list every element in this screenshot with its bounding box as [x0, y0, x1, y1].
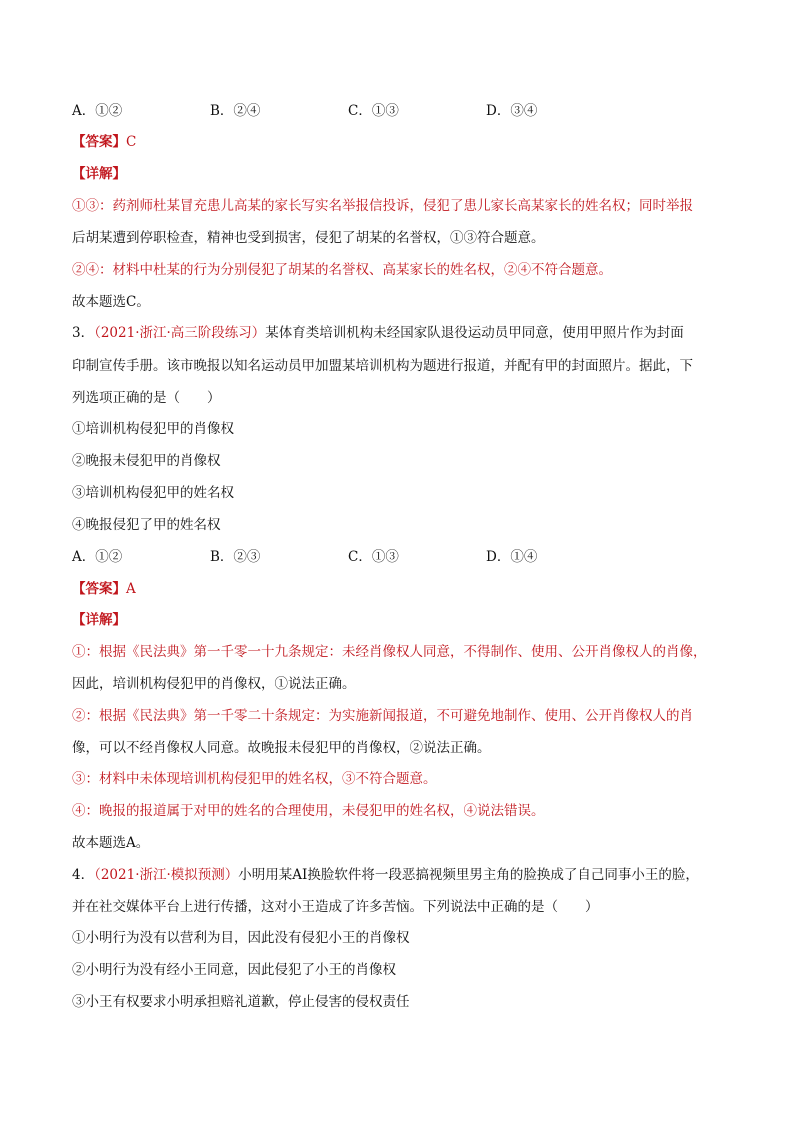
q3-detail-line: 像，可以不经肖像权人同意。故晚报未侵犯甲的肖像权，②说法正确。 — [72, 740, 491, 756]
q4-item: ②小明行为没有经小王同意，因此侵犯了小王的肖像权 — [72, 962, 396, 978]
q4-item: ③小王有权要求小明承担赔礼道歉，停止侵害的侵权责任 — [72, 994, 410, 1010]
q2-answer-label: 【答案】 — [72, 134, 126, 150]
q3-stem-line: 印制宣传手册。该市晚报以知名运动员甲加盟某培训机构为题进行报道，并配有甲的封面照片。据此，下 — [72, 358, 693, 374]
q3-detail-line: ②：根据《民法典》第一千零二十条规定：为实施新闻报道，不可避免地制作、使用、公开肖像权人的肖 — [72, 708, 693, 724]
q3-item: ③培训机构侵犯甲的姓名权 — [72, 485, 234, 501]
q2-option-b: B．②④ — [210, 103, 261, 119]
q4-number: 4． — [72, 867, 95, 883]
q3-detail-line: ①：根据《民法典》第一千零一十九条规定：未经肖像权人同意，不得制作、使用、公开肖像权人的肖像， — [72, 644, 707, 660]
q3-item: ①培训机构侵犯甲的肖像权 — [72, 421, 234, 437]
q4-stem — [72, 865, 699, 885]
q2-answer-value: C — [126, 134, 137, 150]
q2-detail-line: ①③：药剂师杜某冒充患儿高某的家长写实名举报信投诉，侵犯了患儿家长高某家长的姓名权；同时举报 — [72, 198, 693, 214]
q3-stem-line: 列选项正确的是（ ） — [72, 390, 221, 406]
q2-conclusion: 故本题选C。 — [72, 294, 150, 310]
q3-answer — [72, 579, 136, 599]
q2-detail-label: 【详解】 — [72, 166, 126, 182]
q3-stem-text: 某体育类培训机构未经国家队退役运动员甲同意，使用甲照片作为封面 — [265, 325, 684, 341]
q4-stem-line: 并在社交媒体平台上进行传播，这对小王造成了许多苦恼。下列说法中正确的是（ ） — [72, 899, 599, 915]
q3-option-c: C．①③ — [348, 549, 399, 565]
q2-detail-line: 后胡某遭到停职检查，精神也受到损害，侵犯了胡某的名誉权，①③符合题意。 — [72, 230, 545, 246]
q3-option-b: B．②③ — [210, 549, 261, 565]
q4-source: （2021·浙江·模拟预测） — [94, 867, 239, 883]
q3-conclusion: 故本题选A。 — [72, 835, 150, 851]
q3-detail-line: ④：晚报的报道属于对甲的姓名的合理使用，未侵犯甲的姓名权，④说法错误。 — [72, 803, 545, 819]
q4-item: ①小明行为没有以营利为目，因此没有侵犯小王的肖像权 — [72, 930, 410, 946]
q2-option-a: A．①② — [72, 103, 123, 119]
q3-option-d: D．①④ — [486, 549, 538, 565]
q3-answer-value: A — [126, 581, 136, 597]
q3-item: ④晚报侵犯了甲的姓名权 — [72, 517, 221, 533]
q3-detail-line: ③：材料中未体现培训机构侵犯甲的姓名权，③不符合题意。 — [72, 771, 437, 787]
q3-option-a: A．①② — [72, 549, 123, 565]
q4-stem-text: 小明用某AI换脸软件将一段恶搞视频里男主角的脸换成了自己同事小王的脸， — [238, 867, 699, 883]
q2-option-c: C．①③ — [348, 103, 399, 119]
q2-answer — [72, 132, 136, 152]
q2-option-d: D．③④ — [486, 103, 538, 119]
q3-answer-label: 【答案】 — [72, 581, 126, 597]
q3-item: ②晚报未侵犯甲的肖像权 — [72, 453, 221, 469]
q3-number: 3． — [72, 325, 95, 341]
q3-detail-label: 【详解】 — [72, 612, 126, 628]
q2-detail-line: ②④：材料中杜某的行为分别侵犯了胡某的名誉权、高某家长的姓名权，②④不符合题意。 — [72, 262, 612, 278]
q3-detail-line: 因此，培训机构侵犯甲的肖像权，①说法正确。 — [72, 676, 356, 692]
q3-source: （2021·浙江·高三阶段练习） — [94, 325, 266, 341]
q3-stem — [72, 323, 684, 343]
